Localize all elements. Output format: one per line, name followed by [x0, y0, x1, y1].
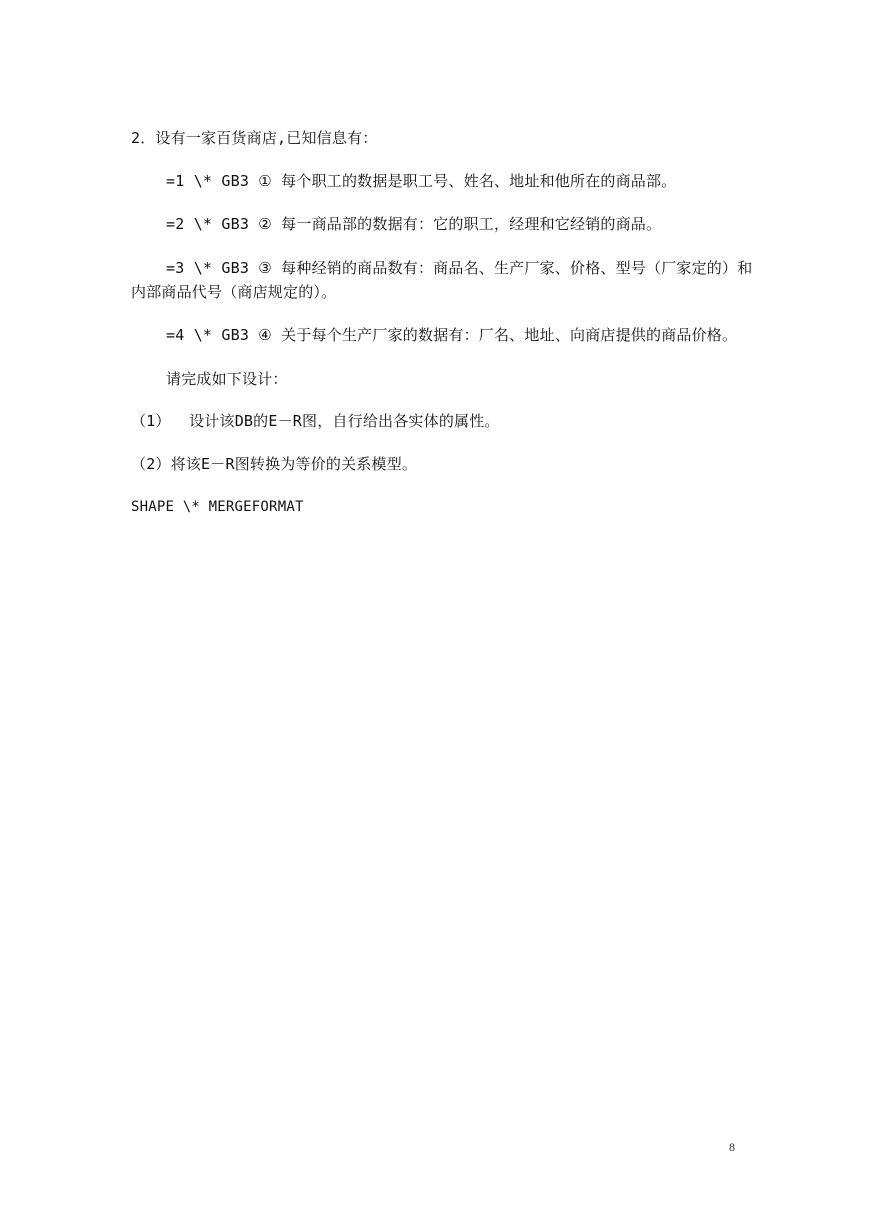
info-item-3: =3 \* GB3 ③ 每种经销的商品数有：商品名、生产厂家、价格、型号（厂家定的）和 [166, 259, 753, 277]
info-item-4: =4 \* GB3 ④ 关于每个生产厂家的数据有：厂名、地址、向商店提供的商品价格。 [166, 326, 738, 344]
page-number: 8 [729, 1140, 735, 1154]
info-item-3-continuation: 内部商品代号（商店规定的）。 [131, 283, 337, 301]
info-item-2: =2 \* GB3 ② 每一商品部的数据有：它的职工，经理和它经销的商品。 [166, 215, 662, 233]
design-prompt: 请完成如下设计： [166, 370, 288, 388]
question-title: 2．设有一家百货商店,已知信息有： [131, 129, 378, 147]
task-2: （2）将该E－R图转换为等价的关系模型。 [131, 455, 418, 473]
task-1: （1） 设计该DB的E－R图，自行给出各实体的属性。 [131, 412, 500, 430]
info-item-1: =1 \* GB3 ① 每个职工的数据是职工号、姓名、地址和他所在的商品部。 [166, 172, 677, 190]
shape-field-code: SHAPE \* MERGEFORMAT [131, 499, 304, 515]
